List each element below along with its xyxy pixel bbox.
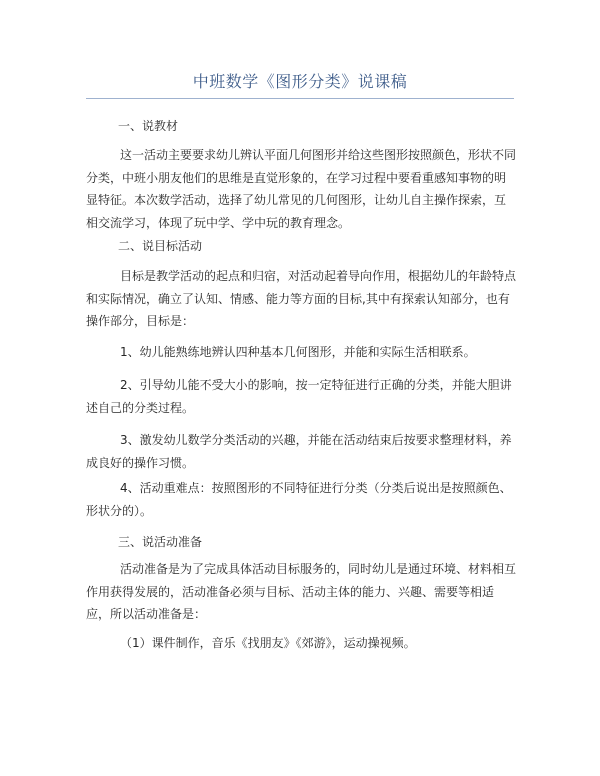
goal-item-3: 3、激发幼儿数学分类活动的兴趣，并能在活动结束后按要求整理材料，养成良好的操作习惯。: [86, 433, 512, 470]
section-heading-teaching-material: 一、说教材: [118, 119, 179, 133]
section-paragraph: 这一活动主要要求幼儿辨认平面几何图形并给这些图形按照颜色，形状不同分类，中班小朋友他们的思维是直觉形象的，在学习过程中要看重感知事物的明显特征。本次数学活动，选择了幼儿常见的几何图形，让幼儿自主操作探索，互相交流学习，体现了玩中学、学中玩的教育理念。: [86, 148, 517, 230]
goal-item-4: 4、活动重难点：按照图形的不同特征进行分类（分类后说出是按照颜色、形状分的）。: [86, 481, 512, 518]
goal-item-1: 1、幼儿能熟练地辨认四种基本几何图形，并能和实际生活相联系。: [120, 345, 476, 359]
title-divider: [86, 98, 514, 99]
section-paragraph: 活动准备是为了完成具体活动目标服务的，同时幼儿是通过环境、材料相互作用获得发展的，活动准备必须与目标、活动主体的能力、兴趣、需要等相适应，所以活动准备是：: [86, 562, 517, 621]
section-heading-goals: 二、说目标活动: [118, 239, 203, 253]
document-title: 中班数学《图形分类》说课稿: [192, 72, 408, 91]
preparation-item-1: （1）课件制作，音乐《找朋友》《郊游》，运动操视频。: [120, 636, 416, 650]
section-paragraph: 目标是教学活动的起点和归宿，对活动起着导向作用，根据幼儿的年龄特点和实际情况，确立了认知、情感、能力等方面的目标,其中有探索认知部分，也有操作部分，目标是：: [86, 269, 517, 328]
goal-item-2: 2、引导幼儿能不受大小的影响，按一定特征进行正确的分类，并能大胆讲述自己的分类过程。: [86, 378, 512, 415]
section-heading-preparation: 三、说活动准备: [118, 535, 203, 549]
